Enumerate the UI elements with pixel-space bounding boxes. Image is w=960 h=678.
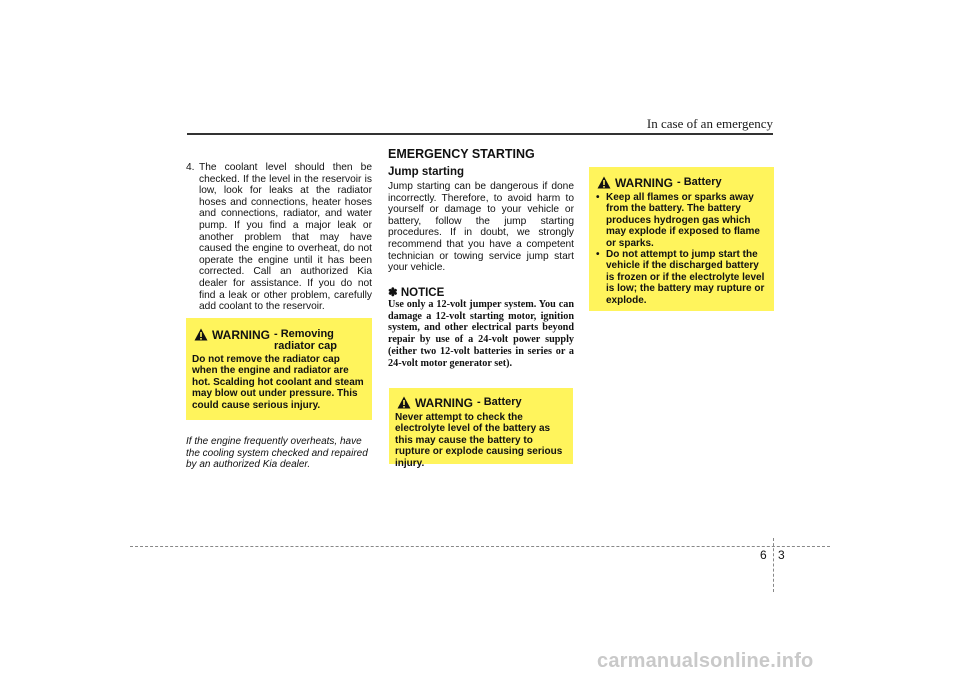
warning-text: Never attempt to check the electrolyte level of the battery as this may cause the battery to rupture or explode causing serious injury.: [395, 412, 563, 469]
warning-title: [597, 176, 722, 190]
running-header: In case of an emergency: [646, 116, 773, 131]
notice-title: ✽ NOTICE: [388, 287, 445, 299]
page-number-separator: [773, 538, 774, 592]
header-rule: [187, 133, 773, 135]
step-number: 4.: [186, 162, 195, 173]
notice-text: Use only a 12-volt jumper system. You can damage a 12-volt starting motor, ignition system, and other electrical parts beyond repair by use of a 24-volt power supply (either two 12-volt batteries in series or a 24-volt motor generator set).: [388, 299, 574, 369]
step-4: [186, 162, 372, 313]
warning-triangle-icon: [194, 328, 208, 341]
warning-title: [397, 396, 522, 410]
list-item: • Keep all flames or sparks away from the battery. The battery produces hydrogen gas which may explode if exposed to flame or sparks.: [595, 192, 769, 249]
footer-rule: [130, 546, 830, 547]
page-number: 3: [778, 548, 785, 562]
warning-text: Do not remove the radiator cap when the engine and radiator are hot. Scalding hot coolant and steam may blow out under pressure. This could cause serious injury.: [192, 354, 364, 411]
warning-subtitle: - Removing radiator cap: [274, 328, 337, 352]
warning-keyword: WARNING: [615, 176, 673, 190]
warning-subtitle: - Battery: [677, 176, 722, 188]
watermark: carmanualsonline.info: [597, 650, 814, 672]
warning-keyword: WARNING: [212, 328, 270, 342]
chapter-number: 6: [760, 548, 767, 562]
jump-starting-text: Jump starting can be dangerous if done incorrectly. Therefore, to avoid harm to yourself or damage to your vehicle or battery, follow the jump starting procedures. If in doubt, we strongly recommend that you have a competent technician or towing service jump start your vehicle.: [388, 181, 574, 274]
warning-triangle-icon: [597, 176, 611, 189]
warning-title: [194, 328, 358, 352]
step-text: The coolant level should then be checked. If the level in the reservoir is low, look for leaks at the radiator hoses and connections, heater hoses and connections, radiator, and water pump. If you find a major leak or another problem that may have caused the engine to overheat, do not operate the engine until it has been corrected. Call an authorized Kia dealer for assistance. If you do not find a leak or other problem, carefully add coolant to the reservoir.: [199, 162, 372, 313]
warning-subtitle: - Battery: [477, 396, 522, 408]
overheat-note: If the engine frequently overheats, have the cooling system checked and repaired by an authorized Kia dealer.: [186, 436, 368, 470]
warning-triangle-icon: [397, 396, 411, 409]
list-item: • Do not attempt to jump start the vehicle if the discharged battery is frozen or if the electrolyte level is low; the battery may rupture or explode.: [595, 249, 769, 306]
warning-bullet-list: [595, 192, 769, 306]
section-title: EMERGENCY STARTING: [388, 147, 535, 161]
warning-radiator-cap: [186, 318, 372, 420]
subsection-title: Jump starting: [388, 166, 465, 178]
warning-battery-electrolyte: [389, 388, 573, 469]
warning-keyword: WARNING: [415, 396, 473, 410]
warning-battery-flames: [589, 167, 774, 311]
